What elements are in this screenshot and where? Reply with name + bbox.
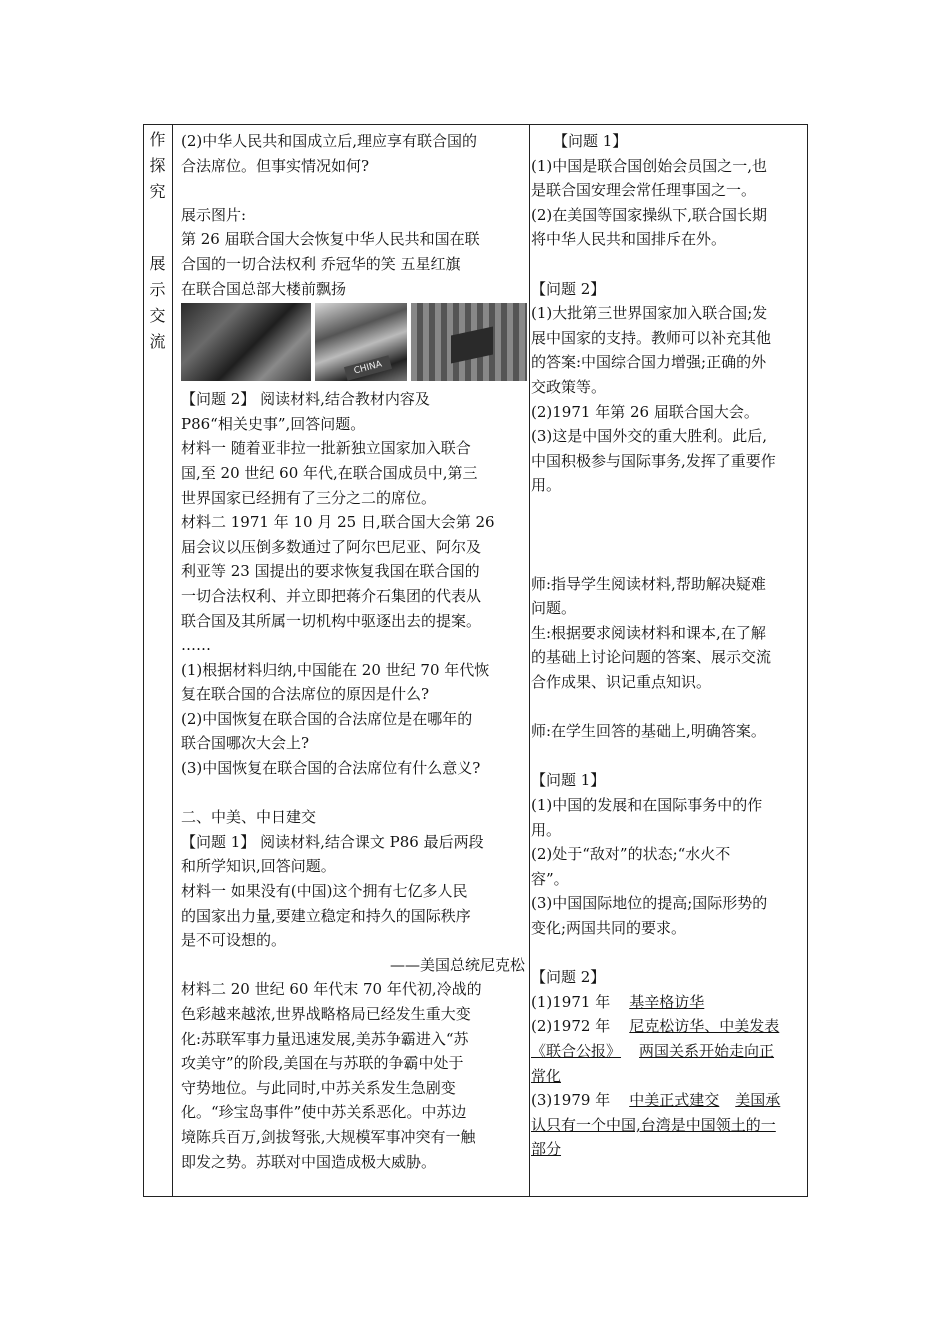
fill-answer: 美国承 [735, 1091, 781, 1110]
stage-label-char: 展 [149, 254, 166, 273]
column-divider [172, 125, 173, 1196]
stage-label-char: 交 [149, 306, 166, 325]
text-line: P86“相关史事”,回答问题。 [181, 414, 366, 433]
answer-line [531, 1039, 807, 1064]
answer-line [531, 1064, 807, 1089]
text-line: 合国的一切合法权利 乔冠华的笑 五星红旗 [181, 254, 461, 273]
answer-line [531, 1113, 807, 1138]
text-line: 世界国家已经拥有了三分之二的席位。 [181, 488, 437, 507]
answer-prefix: (3)1979 年 [531, 1091, 630, 1110]
question-heading: 【问题 1】 [553, 132, 628, 150]
answer-line: 展中国家的支持。教师可以补充其他 [531, 328, 772, 347]
stage-label-char: 示 [149, 280, 166, 299]
fill-answer: 尼克松访华、中美发表 [629, 1017, 780, 1036]
activity-column [181, 129, 531, 1174]
text-line: 攻美守”的阶段,美国在与苏联的争霸中处于 [181, 1054, 464, 1073]
text-line: 即发之势。苏联对中国造成极大威胁。 [181, 1152, 437, 1171]
text-line: 联合国哪次大会上? [181, 734, 310, 753]
text-line: (3)中国恢复在联合国的合法席位有什么意义? [181, 759, 481, 778]
answer-prefix: (2)1972 年 [531, 1017, 630, 1036]
answer-line: 生:根据要求阅读材料和课本,在了解 [531, 623, 766, 642]
answer-line: 合作成果、识记重点知识。 [531, 673, 712, 692]
photo-strip [181, 303, 531, 381]
answer-line [531, 1137, 807, 1162]
fill-answer: 基辛格访华 [629, 992, 705, 1011]
flag-at-un-photo [411, 303, 527, 381]
quote-source: ——美国总统尼克松 [389, 955, 525, 974]
text-line: 材料二 1971 年 10 月 25 日,联合国大会第 26 [181, 513, 495, 532]
answer-line: 是联合国安理会常任理事国之一。 [531, 181, 757, 200]
text-line: (2)中华人民共和国成立后,理应享有联合国的 [181, 132, 478, 150]
answer-line: (3)中国国际地位的提高;国际形势的 [531, 894, 768, 913]
answer-line: 的基础上讨论问题的答案、展示交流 [531, 648, 772, 667]
text-line: 是不可设想的。 [181, 931, 287, 950]
text-line: 【问题 1】 阅读材料,结合课文 P86 最后两段 [181, 832, 484, 851]
text-line: 利亚等 23 国提出的要求恢复我国在联合国的 [181, 562, 480, 581]
stage-label-column [144, 125, 171, 1196]
answer-line: 用。 [531, 476, 562, 495]
stage-label-char: 作 [149, 130, 166, 149]
text-line: 在联合国总部大楼前飘扬 [181, 279, 347, 298]
answer-line: (1)中国是联合国创始会员国之一,也 [531, 156, 768, 175]
answer-line: 中国积极参与国际事务,发挥了重要作 [531, 451, 776, 470]
qiao-guanhua-photo [315, 303, 407, 381]
answer-line: 问题。 [531, 599, 577, 618]
stage-label-char: 究 [149, 182, 166, 201]
answer-line: (1)大批第三世界国家加入联合国;发 [531, 304, 768, 323]
answer-line: 容”。 [531, 869, 569, 888]
text-line: 材料一 如果没有(中国)这个拥有七亿多人民 [181, 882, 468, 901]
text-line: 境陈兵百万,剑拔弩张,大规模军事冲突有一触 [181, 1127, 476, 1146]
text-line: 和所学知识,回答问题。 [181, 857, 336, 876]
text-line: 的国家出力量,要建立稳定和持久的国际秩序 [181, 906, 471, 925]
text-line: 联合国及其所属一切机构中驱逐出去的提案。 [181, 611, 482, 630]
fill-answer: 认只有一个中国,台湾是中国领土的一 [531, 1115, 776, 1134]
answer-line: 的答案:中国综合国力增强;正确的外 [531, 353, 767, 372]
answer-prefix: (1)1971 年 [531, 992, 630, 1011]
text-line: …… [181, 636, 211, 655]
text-line: 守势地位。与此同时,中苏关系发生急剧变 [181, 1078, 456, 1097]
question-heading: 【问题 2】 [531, 968, 606, 987]
fill-answer: 两国关系开始走向正 [639, 1041, 775, 1060]
question-heading: 【问题 2】 [531, 279, 606, 298]
text-line: 【问题 2】 阅读材料,结合教材内容及 [181, 390, 430, 409]
answer-line: 交政策等。 [531, 377, 607, 396]
text-line: 色彩越来越浓,世界战略格局已经发生重大变 [181, 1005, 471, 1023]
answer-line: 将中华人民共和国排斥在外。 [531, 230, 727, 249]
answer-line: (3)这是中国外交的重大胜利。此后, [531, 427, 768, 446]
fill-answer: 部分 [531, 1140, 562, 1159]
lesson-table [143, 124, 808, 1197]
answer-line [531, 1088, 807, 1113]
text-line: 国,至 20 世纪 60 年代,在联合国成员中,第三 [181, 463, 478, 482]
text-line: 展示图片: [181, 205, 247, 224]
answer-line [531, 1014, 807, 1039]
stage-label-char: 流 [149, 332, 166, 351]
flag-icon [451, 327, 493, 364]
text-line: 化:苏联军事力量迅速发展,美苏争霸进入“苏 [181, 1029, 469, 1048]
fill-answer: 常化 [531, 1066, 562, 1085]
text-line: (1)根据材料归纳,中国能在 20 世纪 70 年代恢 [181, 660, 490, 679]
stage-label-char: 探 [149, 156, 166, 175]
text-line: 材料二 20 世纪 60 年代末 70 年代初,冷战的 [181, 980, 482, 999]
text-line: 合法席位。但事实情况如何? [181, 156, 370, 175]
question-heading: 【问题 1】 [531, 771, 606, 790]
text-line: 化。“珍宝岛事件”使中苏关系恶化。中苏边 [181, 1103, 467, 1122]
text-line: 第 26 届联合国大会恢复中华人民共和国在联 [181, 230, 480, 249]
answer-line: 师:指导学生阅读材料,帮助解决疑难 [531, 574, 766, 593]
answer-line: 师:在学生回答的基础上,明确答案。 [531, 722, 766, 741]
text-line: 一切合法权利、并立即把蒋介石集团的代表从 [181, 586, 482, 605]
answer-column [531, 129, 807, 1162]
text-line: 材料一 随着亚非拉一批新独立国家加入联合 [181, 439, 471, 458]
china-banner: CHINA [344, 355, 392, 380]
answer-line: 变化;两国共同的要求。 [531, 919, 687, 937]
fill-answer: 中美正式建交 [629, 1091, 720, 1110]
section-title: 二、中美、中日建交 [181, 808, 317, 827]
answer-line [531, 990, 807, 1015]
text-line: (2)中国恢复在联合国的合法席位是在哪年的 [181, 709, 473, 728]
text-line: 届会议以压倒多数通过了阿尔巴尼亚、阿尔及 [181, 537, 482, 556]
answer-line: (2)1971 年第 26 届联合国大会。 [531, 402, 759, 421]
text-line: 复在联合国的合法席位的原因是什么? [181, 685, 430, 704]
answer-line: (1)中国的发展和在国际事务中的作 [531, 796, 763, 815]
un-assembly-photo [181, 303, 311, 381]
answer-line: (2)在美国等国家操纵下,联合国长期 [531, 205, 768, 224]
answer-line: 用。 [531, 820, 562, 839]
fill-answer: 《联合公报》 [531, 1041, 622, 1060]
answer-line: (2)处于“敌对”的状态;“水火不 [531, 845, 731, 864]
